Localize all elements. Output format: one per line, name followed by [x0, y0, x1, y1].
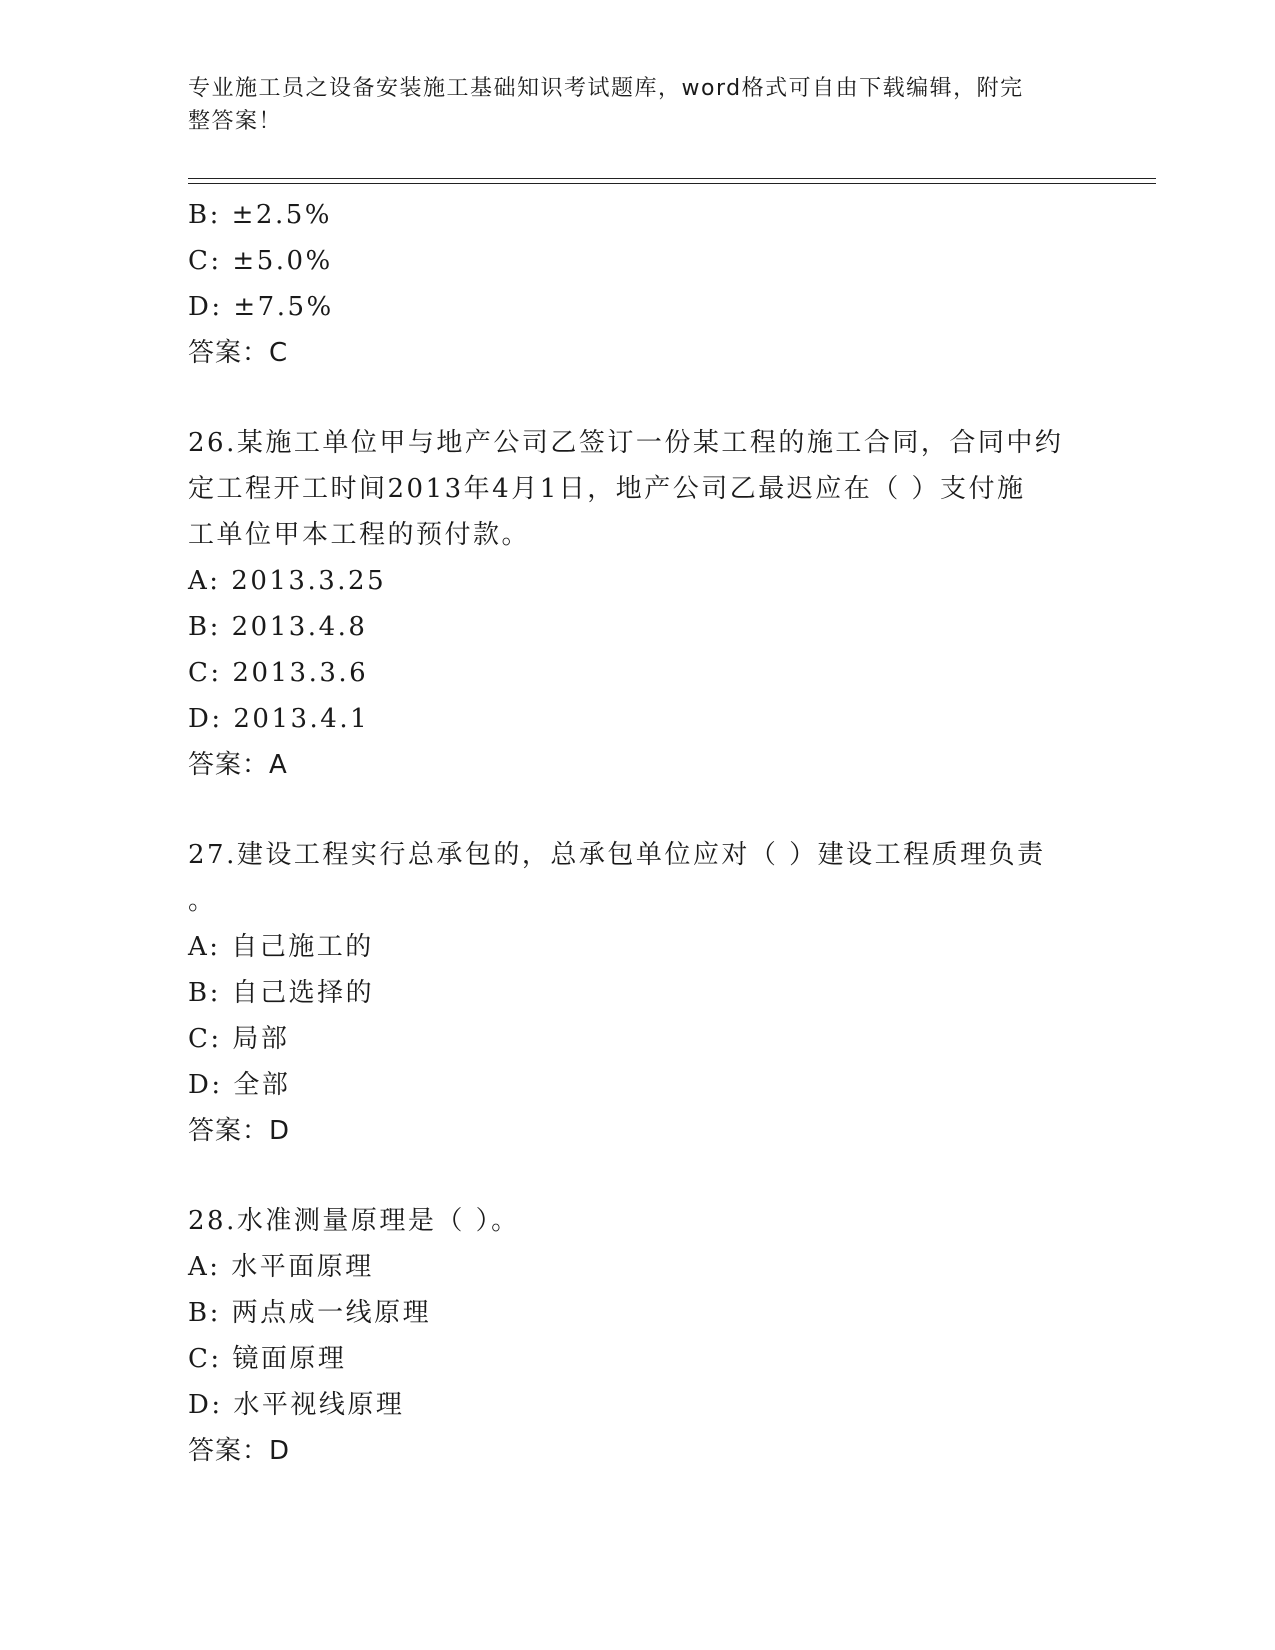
option-d: D: ±7.5% — [188, 292, 334, 322]
question-line: 定工程开工时间2013年4月1日，地产公司乙最迟应在（ ）支付施 — [188, 474, 1026, 504]
question-line: 26.某施工单位甲与地产公司乙签订一份某工程的施工合同，合同中约 — [188, 428, 1064, 458]
question-line: 。 — [188, 886, 217, 916]
option-c: C: 镜面原理 — [188, 1344, 347, 1374]
answer: 答案：D — [188, 1436, 291, 1466]
spacer — [188, 788, 1088, 832]
option-c: C: 局部 — [188, 1024, 290, 1054]
option-a: A: 自己施工的 — [188, 932, 374, 962]
answer: 答案：C — [188, 338, 289, 368]
header-line-2: 整答案！ — [188, 109, 283, 134]
option-c: C: ±5.0% — [188, 246, 333, 276]
question-line: 工单位甲本工程的预付款。 — [188, 520, 531, 550]
option-d: D: 水平视线原理 — [188, 1390, 405, 1420]
header-divider-top — [188, 178, 1156, 179]
question-text — [188, 832, 1068, 924]
spacer — [188, 376, 1088, 420]
option-b: B: 自己选择的 — [188, 978, 375, 1008]
option-c: C: 2013.3.6 — [188, 658, 369, 688]
question-line: 28.水准测量原理是（ ）。 — [188, 1206, 520, 1236]
option-d: D: 全部 — [188, 1070, 291, 1100]
page-header — [188, 72, 1068, 138]
answer: 答案：A — [188, 750, 288, 780]
question-26 — [188, 420, 1088, 788]
question-25 — [188, 192, 1088, 376]
answer: 答案：D — [188, 1116, 291, 1146]
questions-body — [188, 192, 1088, 1474]
option-b: B: 2013.4.8 — [188, 612, 368, 642]
option-b: B: ±2.5% — [188, 200, 332, 230]
header-divider-bottom — [188, 183, 1156, 184]
option-a: A: 2013.3.25 — [188, 566, 387, 596]
question-line: 27.建设工程实行总承包的，总承包单位应对（ ）建设工程质理负责 — [188, 840, 1046, 870]
question-text — [188, 420, 1068, 558]
question-27 — [188, 832, 1088, 1154]
spacer — [188, 1154, 1088, 1198]
question-28 — [188, 1198, 1088, 1474]
option-d: D: 2013.4.1 — [188, 704, 370, 734]
question-text — [188, 1198, 1068, 1244]
header-line-1: 专业施工员之设备安装施工基础知识考试题库，word格式可自由下载编辑，附完 — [188, 76, 1024, 101]
option-a: A: 水平面原理 — [188, 1252, 374, 1282]
option-b: B: 两点成一线原理 — [188, 1298, 432, 1328]
